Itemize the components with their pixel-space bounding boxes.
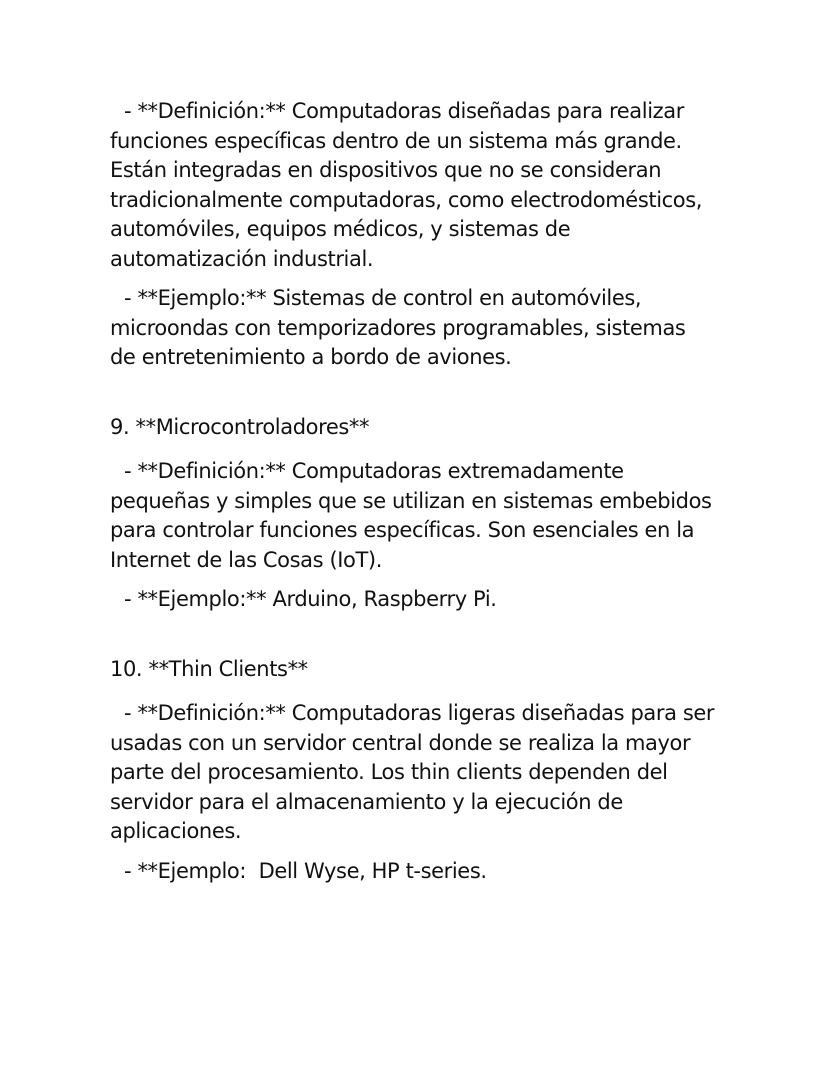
list-item-microcontroladores-ejemplo: - **Ejemplo:** Arduino, Raspberry Pi. xyxy=(124,587,497,611)
list-item-embedded-ejemplo: - **Ejemplo:** Sistemas de control en automóviles, microondas con temporizadores programables, sistemas de entretenimiento a bordo de aviones. xyxy=(110,286,692,369)
heading-item-10-thin-clients: 10. **Thin Clients** xyxy=(110,656,308,681)
list-item-thin-clients-ejemplo: - **Ejemplo: Dell Wyse, HP t-series. xyxy=(124,858,487,883)
heading-item-9-microcontroladores: 9. **Microcontroladores** xyxy=(110,414,370,439)
document-content xyxy=(110,97,721,886)
list-item-embedded-definicion: - **Definición:** Computadoras diseñadas para realizar funciones específicas dentro de un sistema más grande. Están integradas en dispositivos que no se consideran tradicionalmente computadoras, como electrodomésticos, automóviles, equipos médicos, y sistemas de automatización industrial. xyxy=(110,99,709,271)
list-item-thin-clients-definicion: - **Definición:** Computadoras ligeras diseñadas para ser usadas con un servidor central donde se realiza la mayor parte del procesamiento. Los thin clients dependen del servidor para el almacenamiento y la ejecución de aplicaciones. xyxy=(110,701,721,843)
list-item-microcontroladores-definicion: - **Definición:** Computadoras extremadamente pequeñas y simples que se utilizan en sistemas embebidos para controlar funciones específicas. Son esenciales en la Internet de las Cosas (IoT). xyxy=(110,459,718,572)
